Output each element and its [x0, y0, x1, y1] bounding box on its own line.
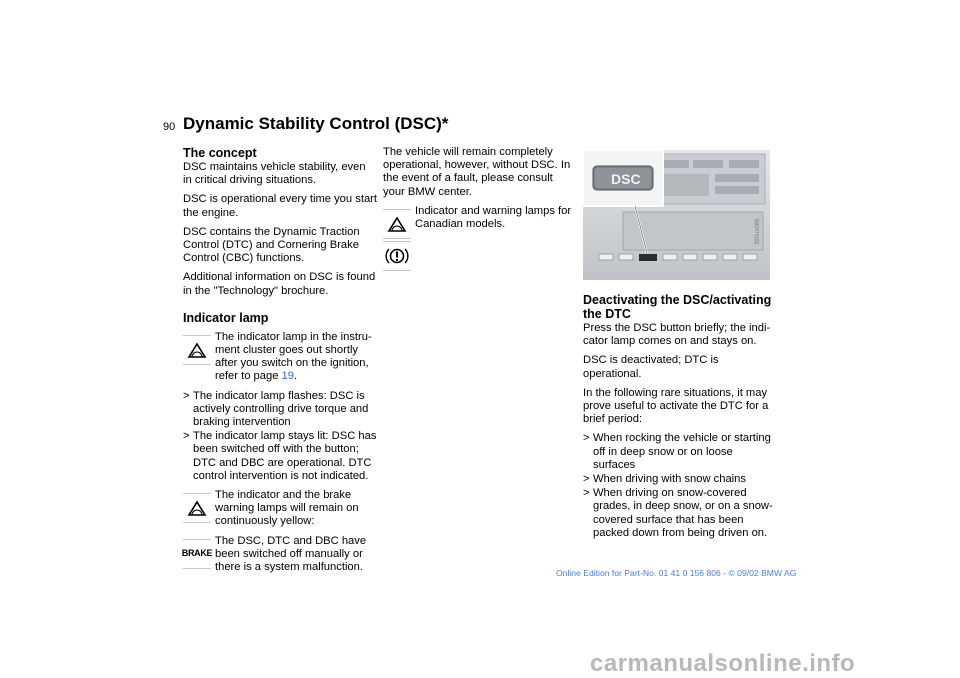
dsc-button-photo [583, 150, 770, 280]
column-1 [183, 146, 377, 580]
list-item [583, 487, 777, 540]
page-number: 90 [163, 121, 176, 133]
dsc-warning-triangle-icon [183, 335, 211, 365]
lamp-text: The indicator lamp in the instru-ment cluster goes out shortly after you switch on the ignition, refer to page [215, 330, 372, 383]
brake-icon [183, 539, 211, 569]
brake-lamp-text: The DSC, DTC and DBC have been switched off manually or there is a system malfunction. [215, 534, 367, 574]
list-item [583, 432, 777, 472]
canadian-lamp-block [383, 205, 577, 235]
bullet-marker: > [583, 487, 590, 500]
page-ref-suffix: . [294, 370, 298, 383]
column-2 [383, 146, 577, 271]
page-title: Dynamic Stability Control (DSC)* [183, 114, 449, 133]
brake-warning-circle-icon [383, 241, 411, 271]
list-item [183, 430, 377, 483]
indicator-lamp-text [183, 331, 377, 384]
canadian-lamp-text: Indicator and warning lamps for Canadian models. [415, 204, 572, 231]
photo-code: 390us086 [755, 218, 761, 245]
warning-lamp-text: The indicator and the brake warning lamps will remain on continuously yellow: [215, 489, 359, 528]
concept-paragraph: Additional information on DSC is found in the "Technology" brochure. [183, 271, 376, 297]
deactivating-paragraph: In the following rare situations, it may prove useful to activate the DTC for a brief period: [583, 386, 769, 426]
dsc-warning-triangle-icon [183, 493, 211, 523]
bullet-marker: > [583, 432, 590, 445]
bullet-marker: > [183, 430, 190, 443]
bullet-text: When driving on snow-covered grades, in deep snow, or on a snow-covered surface that has been packed down from being driven on. [593, 487, 773, 539]
bullet-text: The indicator lamp stays lit: DSC has been switched off with the button; DTC and DBC are operational. DTC control intervention is not indicated. [193, 430, 377, 482]
footer-edition-note: Online Edition for Part-No. 01 41 0 156 806 - © 09/02 BMW AG [556, 568, 797, 578]
bullet-text: The indicator lamp flashes: DSC is actively controlling drive torque and braking intervention [193, 389, 369, 429]
concept-paragraph: DSC contains the Dynamic Traction Control (DTC) and Cornering Brake Control (CBC) functions. [183, 225, 360, 265]
deactivating-heading: Deactivating the DSC/activating the DTC [583, 293, 772, 321]
deactivating-paragraph: Press the DSC button briefly; the indi-cator lamp comes on and stays on. [583, 322, 771, 348]
concept-paragraph: DSC maintains vehicle stability, even in critical driving situations. [183, 161, 366, 187]
concept-paragraph: DSC is operational every time you start the engine. [183, 193, 377, 219]
bullet-marker: > [583, 473, 590, 486]
dsc-button-label: DSC [611, 171, 641, 187]
indicator-lamp-block [183, 331, 377, 384]
deactivating-paragraph: DSC is deactivated; DTC is operational. [583, 354, 719, 380]
dsc-warning-triangle-icon [383, 209, 411, 239]
fault-paragraph: The vehicle will remain completely operational, however, without DSC. In the event of a fault, please consult your BMW center. [383, 146, 571, 198]
brake-icon-label: BRAKE [181, 548, 213, 559]
column-3 [583, 293, 777, 541]
warning-lamp-block [183, 489, 377, 529]
list-item [583, 473, 777, 486]
bullet-text: When rocking the vehicle or starting off in deep snow or on loose surfaces [593, 432, 771, 471]
list-item [183, 390, 377, 430]
watermark: carmanualsonline.info [590, 650, 856, 677]
page-ref-link[interactable]: 19 [281, 370, 294, 383]
indicator-heading: Indicator lamp [183, 310, 269, 325]
brake-lamp-block [183, 535, 377, 575]
bullet-text: When driving with snow chains [593, 473, 746, 486]
bullet-marker: > [183, 389, 190, 402]
concept-heading: The concept [183, 146, 257, 160]
